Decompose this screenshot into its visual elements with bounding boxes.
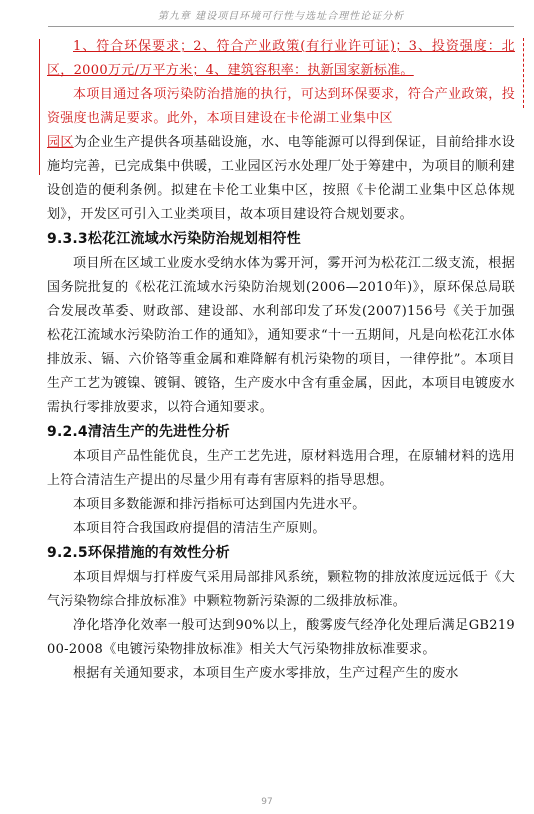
page-number: 97 bbox=[261, 797, 273, 807]
section-heading-9-2-4: 9.2.4清洁生产的先进性分析 bbox=[47, 424, 230, 440]
paragraph-infrastructure-text: 为企业生产提供各项基础设施，水、电等能源可以得到保证，目前给排水设施均完善，已完成集中供暖，工业园区污水处理厂处于筹建中，为项目的顺利建设创造的便利条例。拟建在卡伦工业集中区，按照《卡伦湖工业集中区总体规划》，开发区可引入工业类项目，故本项目建设符合规划要求。 bbox=[47, 135, 515, 222]
revised-paragraph-conclusion: 本项目通过各项污染防治措施的执行，可达到环保要求，符合产业政策，投资强度也满足要求。此外，本项目建设在卡伦湖工业集中区 bbox=[47, 87, 515, 126]
paragraph-infrastructure bbox=[47, 131, 515, 227]
paragraph-clean-production-3: 本项目符合我国政府提倡的清洁生产原则。 bbox=[73, 521, 326, 536]
paragraph-clean-production-2: 本项目多数能源和排污指标可达到国内先进水平。 bbox=[73, 497, 366, 512]
revised-word-yuanqu: 园区 bbox=[47, 135, 74, 150]
page-header bbox=[48, 2, 514, 27]
paragraph-songhua-river: 项目所在区域工业废水受纳水体为雾开河，雾开河为松花江二级支流，根据国务院批复的《松花江流域水污染防治规划(2006—2010年)》，原环保总局联合发展改革委、财政部、建设部、水利部印发了环发(2007)156号《关于加强松花江流域水污染防治工作的通知》，通知要求“十一五期间，凡是向松花江水体排放汞、镉、六价铬等重金属和难降解有机污染物的项目，一律停批”。本项目生产工艺为镀镍、镀铜、镀铬，生产废水中含有重金属，因此，本项目电镀废水需执行零排放要求，以符合通知要求。 bbox=[47, 256, 515, 415]
paragraph-env-measures-1: 本项目焊烟与打样废气采用局部排风系统，颗粒物的排放浓度远远低于《大气污染物综合排放标准》中颗粒物新污染源的二级排放标准。 bbox=[47, 570, 515, 609]
header-title: 第九章 建设项目环境可行性与选址合理性论证分析 bbox=[157, 11, 405, 22]
revised-paragraph-requirements: 1、符合环保要求；2、符合产业政策(有行业许可证)；3、投资强度：北区，2000万元/万平方米；4、建筑容积率：执新国家新标准。 bbox=[47, 39, 515, 78]
section-heading-9-2-5: 9.2.5环保措施的有效性分析 bbox=[47, 545, 230, 561]
paragraph-env-measures-2: 净化塔净化效率一般可达到90%以上，酸雾废气经净化处理后满足GB21900-2008《电镀污染物排放标准》相关大气污染物排放标准要求。 bbox=[47, 618, 515, 657]
revision-margin-bar bbox=[39, 39, 40, 175]
paragraph-clean-production-1: 本项目产品性能优良，生产工艺先进，原材料选用合理，在原辅材料的选用上符合清洁生产提出的尽量少用有毒有害原料的指导思想。 bbox=[47, 449, 515, 488]
paragraph-env-measures-3: 根据有关通知要求，本项目生产废水零排放，生产过程产生的废水 bbox=[73, 666, 459, 681]
document-body bbox=[47, 35, 515, 686]
section-heading-9-3-3: 9.3.3松花江流域水污染防治规划相符性 bbox=[47, 231, 301, 247]
